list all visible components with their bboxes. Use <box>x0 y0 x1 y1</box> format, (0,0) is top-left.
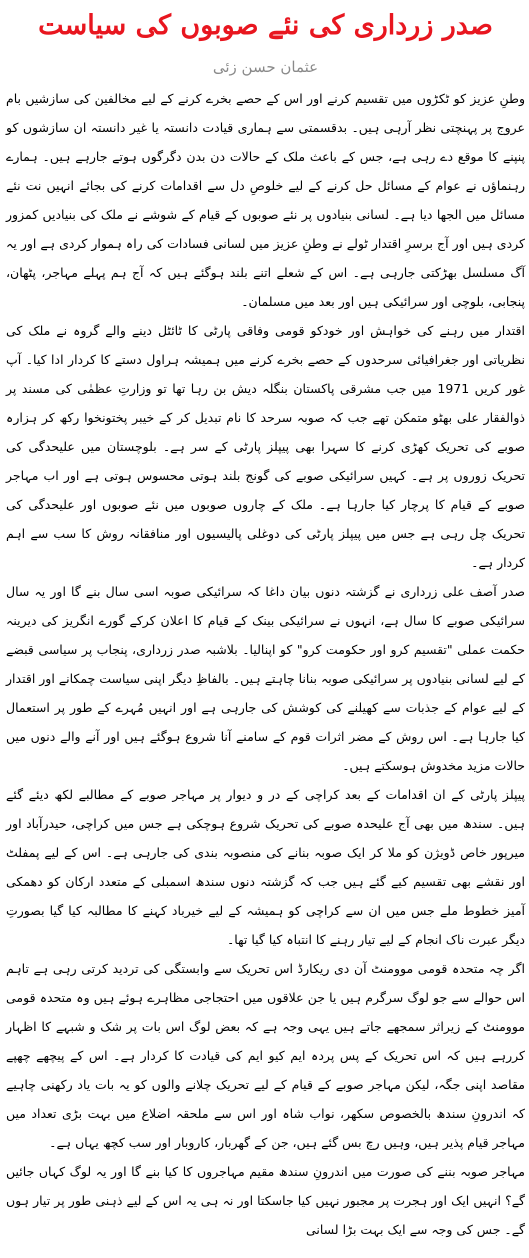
article-paragraph: اقتدار میں رہنے کی خواہش اور خودکو قومی وفاقی پارٹی کا ٹائٹل دینے والے گروہ نے ملک کی نظریاتی اور جغرافیائی سرحدوں کے حصے بخرے کرنے میں ہمیشہ ہراول دستے کا کردار ادا کیا۔ آپ غور کریں 1971 میں جب مشرقی پاکستان بنگلہ دیش بن رہا تھا تو وزارتِ عظمٰی کی مسند پر ذوالفقار علی بھٹو متمکن تھے جب کہ صوبہ سرحد کا نام تبدیل کر کے خیبر پختونخوا رکھ کر ہزارہ صوبے کی تحریک کھڑی کرنے کا سہرا بھی پیپلز پارٹی کے سر ہے۔ بلوچستان میں علیحدگی کی تحریک زوروں پر ہے۔ کہیں سرائیکی صوبے کی گونج بلند ہوتی محسوس ہوتی ہے اور اب مہاجر صوبے کے قیام کا پرچار کیا جارہا ہے۔ ملک کے چاروں صوبوں میں نئے صوبوں اور علیحدگی کی تحریک چل رہی ہے جس میں پیپلز پارٹی کی دوغلی پالیسیوں اور منافقانہ روش کا سب سے اہم کردار ہے۔ <box>6 323 525 570</box>
article-paragraph: صدر آصف علی زرداری نے گزشتہ دنوں بیان داغا کہ سرائیکی صوبہ اسی سال بنے گا اور یہ سال سرائیکی صوبے کا سال ہے، انہوں نے سرائیکی بینک کے قیام کا اعلان کرکے گورے انگریز کی دیرینہ حکمت عملی "تقسیم کرو اور حکومت کرو" کو اپنالیا۔ بلاشبہ صدر زرداری، پنجاب پر سیاسی قبضے کے لیے لسانی بنیادوں پر سرائیکی صوبہ بنانا چاہتے ہیں۔ بالفاظِ دیگر اپنی سیاست چمکانے اور اقتدار کے لیے عوام کے جذبات سے کھیلنے کی کوشش کی جارہی ہے اور انہیں مُہرے کے طور پر استعمال کیا جارہا ہے۔ اس روش کے مضر اثرات قوم کے سامنے آنا شروع ہوگئے ہیں اور آنے والے دنوں میں حالات مزید مخدوش ہوسکتے ہیں۔ <box>6 584 525 773</box>
article-body <box>6 84 525 1244</box>
article-paragraph: وطنِ عزیز کو ٹکڑوں میں تقسیم کرنے اور اس کے حصے بخرے کرنے کے لیے مخالفین کی سازشیں بام عروج پر پہنچتی نظر آرہی ہیں۔ بدقسمتی سے ہماری قیادت دانستہ یا غیر دانستہ ان سازشوں کو پنپنے کا موقع دے رہی ہے، جس کے باعث ملک کے حالات دن بدن دگرگوں ہوتے جارہے ہیں۔ ہمارے رہنماؤں نے عوام کے مسائل حل کرنے کے لیے خلوصِ دل سے اقدامات کرنے کی بجائے انہیں نت نئے مسائل میں الجھا دیا ہے۔ لسانی بنیادوں پر نئے صوبوں کے قیام کے شوشے نے ملک کی بنیادیں کمزور کردی ہیں اور آج برسرِ اقتدار ٹولے نے وطنِ عزیز میں لسانی فسادات کی راہ ہموار کردی ہے اور یہ آگ مسلسل بھڑکتی جارہی ہے۔ اس کے شعلے اتنے بلند ہوگئے ہیں کہ آج ہم پہلے مہاجر، پٹھان، پنجابی، بلوچی اور سرائیکی ہیں اور بعد میں مسلمان۔ <box>6 91 525 309</box>
article-headline: صدر زرداری کی نئے صوبوں کی سیاست <box>38 10 493 41</box>
article-paragraph: مہاجر صوبہ بننے کی صورت میں اندرونِ سندھ مقیم مہاجروں کا کیا بنے گا اور یہ لوگ کہاں جائیں گے؟ انہیں ایک اور ہجرت پر مجبور نہیں کیا جاسکتا اور نہ ہی یہ اس کے لیے ذہنی طور پر تیار ہوں گے۔ جس کی وجہ سے ایک بہت بڑا لسانی <box>6 1164 525 1237</box>
article-paragraph: اگر چہ متحدہ قومی موومنٹ آن دی ریکارڈ اس تحریک سے وابستگی کی تردید کرتی رہی ہے تاہم اس حوالے سے جو لوگ سرگرم ہیں یا جن علاقوں میں احتجاجی مظاہرے ہوئے ہیں وہ متحدہ قومی موومنٹ کے زیراثر سمجھے جاتے ہیں یہی وجہ ہے کہ بعض لوگ اس بات پر شک و شبہے کا اظہار کررہے ہیں کہ اس تحریک کے پس پردہ ایم کیو ایم کی قیادت کا کردار ہے۔ اس کے پیچھے چھپے مقاصد اپنی جگہ، لیکن مہاجر صوبے کے قیام کے لیے تحریک چلانے والوں کو یہ بات یاد رکھنی چاہیے کہ اندرونِ سندھ بالخصوص سکھر، نواب شاہ اور اس سے ملحقہ اضلاع میں بہت بڑی تعداد میں مہاجر قیام پذیر ہیں، وہیں رچ بس گئے ہیں، جن کے گھربار، کاروبار اور سب کچھ یہاں ہے۔ <box>6 961 525 1150</box>
article-paragraph: پیپلز پارٹی کے ان اقدامات کے بعد کراچی کے در و دیوار پر مہاجر صوبے کے مطالبے لکھ دیئے گئے ہیں۔ سندھ میں بھی آج علیحدہ صوبے کی تحریک شروع ہوچکی ہے جس میں کراچی، حیدرآباد اور میرپور خاص ڈویژن کو ملا کر ایک صوبہ بنانے کی منصوبہ بندی کی جارہی ہے۔ اس کے لیے پمفلٹ اور نقشے بھی تقسیم کیے گئے ہیں جب کہ گزشتہ دنوں سندھ اسمبلی کے متعدد ارکان کو دھمکی آمیز خطوط ملے جس میں ان سے کراچی کو ہمیشہ کے لیے خیرباد کہنے کا مطالبہ کیا گیا بصورتِ دیگر عبرت ناک انجام کے لیے تیار رہنے کا انتباہ کیا گیا تھا۔ <box>6 787 525 947</box>
author-byline: عثمان حسن زئی <box>212 58 319 76</box>
